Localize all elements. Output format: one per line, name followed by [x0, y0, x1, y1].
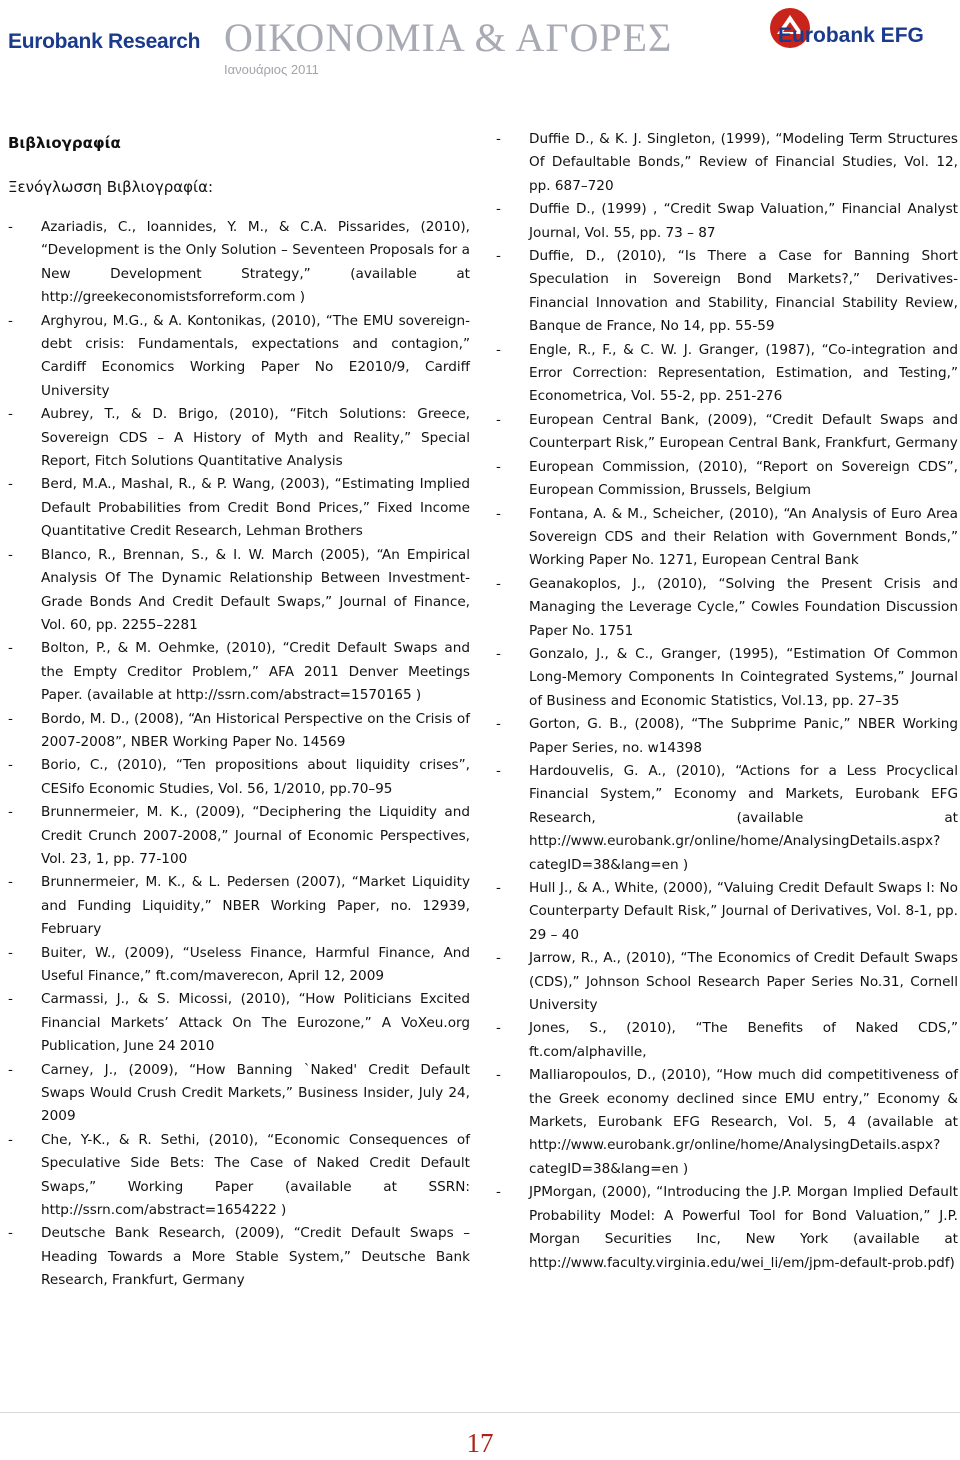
reference-item: - Aubrey, T., & D. Brigo, (2010), “Fitch Solutions: Greece, Sovereign CDS – A History of Myth and Reality,” Special Report, Fitch Solutions Quantitative Analysis: [8, 403, 470, 473]
magazine-title: ΟΙΚΟΝΟΜΙΑ & ΑΓΟΡΕΣ: [224, 15, 673, 60]
reference-item: - Berd, M.A., Mashal, R., & P. Wang, (2003), “Estimating Implied Default Probabilities from Credit Bond Prices,” Fixed Income Quantitative Credit Research, Lehman Brothers: [8, 473, 470, 543]
foreign-bibliography-subheading: Ξενόγλωσση Βιβλιογραφία:: [8, 178, 214, 196]
eurobank-efg-logo: [768, 6, 958, 66]
reference-item: - Malliaropoulos, D., (2010), “How much did competitiveness of the Greek economy declined since EMU entry,” Economy & Markets, Eurobank EFG Research, Vol. 5, 4 (available at http://www.eurobank.gr/online/home/AnalysingDetails.aspx?categID=38&lang=en ): [496, 1064, 958, 1181]
eurobank-efg-wordmark: Eurobank EFG: [778, 24, 924, 47]
reference-item: - Gorton, G. B., (2008), “The Subprime Panic,” NBER Working Paper Series, no. w14398: [496, 713, 958, 760]
reference-item: - European Commission, (2010), “Report on Sovereign CDS”, European Commission, Brussels, Belgium: [496, 456, 958, 503]
reference-item: - Engle, R., F., & C. W. J. Granger, (1987), “Co-integration and Error Correction: Representation, Estimation, and Testing,” Econometrica, Vol. 55-2, pp. 251-276: [496, 339, 958, 409]
reference-item: - Gonzalo, J., & C., Granger, (1995), “Estimation Of Common Long-Memory Components In Cointegrated Systems,” Journal of Business and Economic Statistics, Vol.13, pp. 27–35: [496, 643, 958, 713]
reference-item: - Duffie D., (1999) , “Credit Swap Valuation,” Financial Analyst Journal, Vol. 55, pp. 73 – 87: [496, 198, 958, 245]
reference-item: - Borio, C., (2010), “Ten propositions about liquidity crises”, CESifo Economic Studies, Vol. 56, 1/2010, pp.70–95: [8, 754, 470, 801]
page-header: [0, 0, 960, 90]
reference-item: - Carney, J., (2009), “How Banning `Naked' Credit Default Swaps Would Crush Credit Markets,” Business Insider, July 24, 2009: [8, 1059, 470, 1129]
reference-item: - Azariadis, C., Ioannides, Y. M., & C.A. Pissarides, (2010), “Development is the Only Solution – Seventeen Proposals for a New Development Strategy,” (available at http://greekeconomistsforreform.com ): [8, 216, 470, 310]
bibliography-left-column: [8, 128, 470, 1293]
reference-list-left: [8, 216, 470, 1293]
eurobank-research-logo: Eurobank Research: [8, 30, 201, 53]
reference-item: - Blanco, R., Brennan, S., & I. W. March (2005), “An Empirical Analysis Of The Dynamic Relationship Between Investment-Grade Bonds And Credit Default Swaps,” Journal of Finance, Vol. 60, pp. 2255–2281: [8, 544, 470, 638]
reference-item: - Buiter, W., (2009), “Useless Finance, Harmful Finance, And Useful Finance,” ft.com/maverecon, April 12, 2009: [8, 942, 470, 989]
reference-item: - Hardouvelis, G. A., (2010), “Actions for a Less Procyclical Financial System,” Economy and Markets, Eurobank EFG Research, (available at http://www.eurobank.gr/online/home/AnalysingDetails.aspx?categID=38&lang=en ): [496, 760, 958, 877]
reference-item: - Deutsche Bank Research, (2009), “Credit Default Swaps – Heading Towards a More Stable System,” Deutsche Bank Research, Frankfurt, Germany: [8, 1222, 470, 1292]
reference-item: - Fontana, A. & M., Scheicher, (2010), “An Analysis of Euro Area Sovereign CDS and their Relation with Government Bonds,” Working Paper No. 1271, European Central Bank: [496, 503, 958, 573]
reference-list-right: [496, 128, 958, 1275]
reference-item: - JPMorgan, (2000), “Introducing the J.P. Morgan Implied Default Probability Model: A Powerful Tool for Bond Valuation,” J.P. Morgan Securities Inc, New York (available at http://www.faculty.virginia.edu/wei_li/em/jpm-default-prob.pdf): [496, 1181, 958, 1275]
reference-item: - Hull J., & A., White, (2000), “Valuing Credit Default Swaps I: No Counterparty Default Risk,” Journal of Derivatives, Vol. 8-1, pp. 29 – 40: [496, 877, 958, 947]
reference-item: - Che, Y-K., & R. Sethi, (2010), “Economic Consequences of Speculative Side Bets: The Case of Naked Credit Default Swaps,” Working Paper (available at SSRN: http://ssrn.com/abstract=1654222 ): [8, 1129, 470, 1223]
bibliography-heading: Βιβλιογραφία: [8, 134, 121, 152]
reference-item: - Bolton, P., & M. Oehmke, (2010), “Credit Default Swaps and the Empty Creditor Problem,” AFA 2011 Denver Meetings Paper. (available at http://ssrn.com/abstract=1570165 ): [8, 637, 470, 707]
reference-item: - Geanakoplos, J., (2010), “Solving the Present Crisis and Managing the Leverage Cycle,” Cowles Foundation Discussion Paper No. 1751: [496, 573, 958, 643]
footer-divider: [0, 1412, 960, 1413]
reference-item: - Arghyrou, M.G., & A. Kontonikas, (2010), “The EMU sovereign-debt crisis: Fundamentals, expectations and contagion,” Cardiff Economics Working Paper No E2010/9, Cardiff University: [8, 310, 470, 404]
reference-item: - Duffie D., & K. J. Singleton, (1999), “Modeling Term Structures Of Defaultable Bonds,” Review of Financial Studies, Vol. 12, pp. 687–720: [496, 128, 958, 198]
reference-item: - Duffie, D., (2010), “Is There a Case for Banning Short Speculation in Sovereign Bond Markets?,” Derivatives- Financial Innovation and Stability, Financial Stability Review, Banque de France, No 14, pp. 55-59: [496, 245, 958, 339]
page-number: 17: [466, 1428, 494, 1458]
bibliography-right-column: [496, 128, 958, 1275]
reference-item: - Carmassi, J., & S. Micossi, (2010), “How Politicians Excited Financial Markets’ Attack On The Eurozone,” A VoXeu.org Publication, June 24 2010: [8, 988, 470, 1058]
issue-date: Ιανουάριος 2011: [224, 62, 319, 77]
reference-item: - Jones, S., (2010), “The Benefits of Naked CDS,” ft.com/alphaville,: [496, 1017, 958, 1064]
reference-item: - Bordo, M. D., (2008), “An Historical Perspective on the Crisis of 2007-2008”, NBER Working Paper No. 14569: [8, 708, 470, 755]
reference-item: - Brunnermeier, M. K., & L. Pedersen (2007), “Market Liquidity and Funding Liquidity,” NBER Working Paper, no. 12939, February: [8, 871, 470, 941]
reference-item: - Brunnermeier, M. K., (2009), “Deciphering the Liquidity and Credit Crunch 2007-2008,” Journal of Economic Perspectives, Vol. 23, 1, pp. 77-100: [8, 801, 470, 871]
reference-item: - Jarrow, R., A., (2010), “The Economics of Credit Default Swaps (CDS),” Johnson School Research Paper Series No.31, Cornell University: [496, 947, 958, 1017]
reference-item: - European Central Bank, (2009), “Credit Default Swaps and Counterpart Risk,” European Central Bank, Frankfurt, Germany: [496, 409, 958, 456]
